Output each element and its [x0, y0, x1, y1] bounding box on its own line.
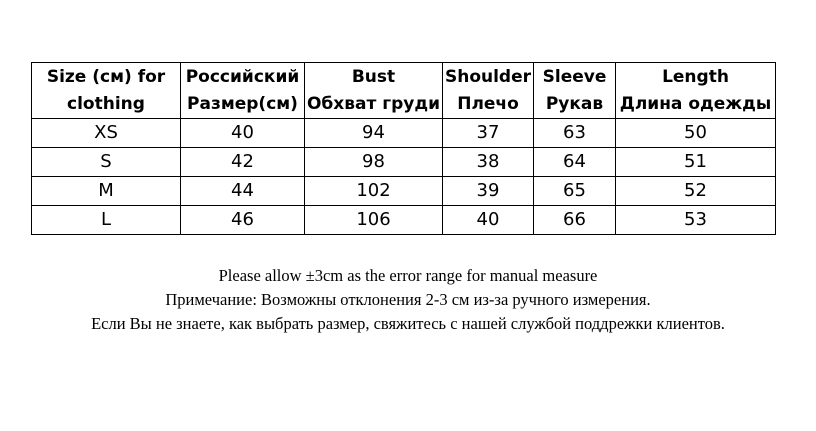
cell-sleeve: 66	[534, 206, 616, 235]
cell-length: 53	[616, 206, 776, 235]
note-russian-deviation: Примечание: Возможны отклонения 2-3 см из-за ручного измерения.	[165, 290, 651, 309]
cell-shoulder: 39	[443, 177, 534, 206]
cell-length: 52	[616, 177, 776, 206]
cell-length: 50	[616, 119, 776, 148]
header-row	[32, 63, 776, 119]
cell-size: S	[32, 148, 181, 177]
table-row	[32, 148, 776, 177]
cell-sleeve: 64	[534, 148, 616, 177]
cell-russian-size: 42	[181, 148, 305, 177]
cell-russian-size: 46	[181, 206, 305, 235]
cell-shoulder: 40	[443, 206, 534, 235]
header-length: Length Длина одежды	[616, 63, 776, 119]
cell-bust: 94	[305, 119, 443, 148]
cell-sleeve: 63	[534, 119, 616, 148]
cell-russian-size: 44	[181, 177, 305, 206]
measurement-notes	[0, 264, 816, 336]
cell-shoulder: 38	[443, 148, 534, 177]
note-contact-support: Если Вы не знаете, как выбрать размер, свяжитесь с нашей службой поддрежки клиентов.	[91, 314, 725, 333]
cell-size: L	[32, 206, 181, 235]
header-sleeve: Sleeve Рукав	[534, 63, 616, 119]
note-error-range: Please allow ±3cm as the error range for manual measure	[218, 266, 598, 285]
cell-size: M	[32, 177, 181, 206]
table-header	[32, 63, 776, 119]
cell-bust: 98	[305, 148, 443, 177]
cell-bust: 106	[305, 206, 443, 235]
cell-sleeve: 65	[534, 177, 616, 206]
cell-size: XS	[32, 119, 181, 148]
header-shoulder: Shoulder Плечо	[443, 63, 534, 119]
table-row	[32, 119, 776, 148]
size-chart-table	[31, 62, 776, 235]
cell-bust: 102	[305, 177, 443, 206]
header-russian-size: Российский Размер(см)	[181, 63, 305, 119]
cell-shoulder: 37	[443, 119, 534, 148]
table-row	[32, 177, 776, 206]
cell-russian-size: 40	[181, 119, 305, 148]
header-bust: Bust Обхват груди	[305, 63, 443, 119]
header-size: Size (см) for clothing	[32, 63, 181, 119]
table-row	[32, 206, 776, 235]
table-body	[32, 119, 776, 235]
cell-length: 51	[616, 148, 776, 177]
